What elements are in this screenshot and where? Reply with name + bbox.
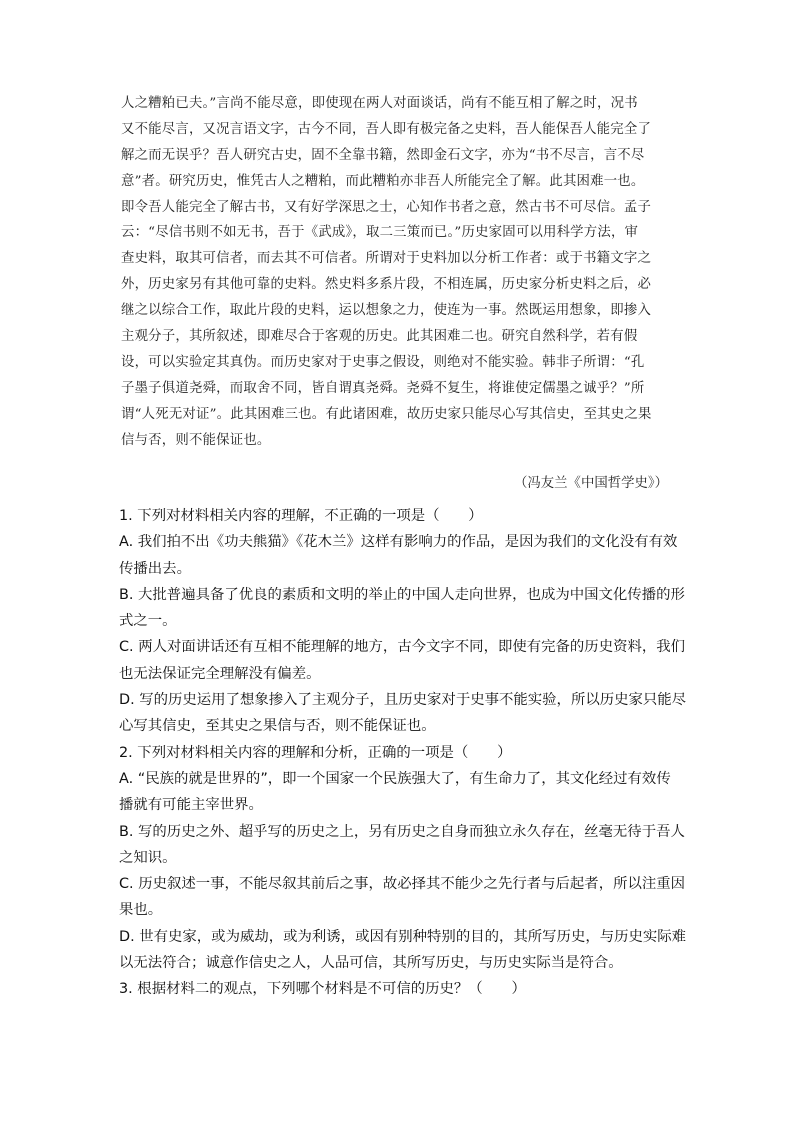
question-2-stem: 2. 下列对材料相关内容的理解和分析，正确的一项是（ ） (119, 744, 512, 761)
passage-line: 解之而无误乎？吾人研究古史，固不全靠书籍，然即金石文字，亦为“书不尽言，言不尽 (121, 147, 645, 163)
passage-line: 外，历史家另有其他可靠的史料。然史料多系片段，不相连属，历史家分析史料之后，必 (121, 277, 652, 293)
question-2-option-d: D. 世有史家，或为威劫，或为利诱，或因有别种特别的目的，其所写历史，与历史实际难 (119, 928, 687, 945)
passage-line: 意”者。研究历史，惟凭古人之糟粕，而此糟粕亦非吾人所能完全了解。此其困难一也。 (121, 173, 645, 189)
passage-line: 查史料，取其可信者，而去其不可信者。所谓对于史料加以分析工作者：或于书籍文字之 (121, 251, 652, 267)
passage-source: （冯友兰《中国哲学史》） (514, 476, 668, 491)
question-3-stem: 3. 根据材料二的观点，下列哪个材料是不可信的历史？（ ） (119, 981, 526, 998)
passage-line: 云：“尽信书则不如无书，吾于《武成》，取二三策而已。”历史家固可以用科学方法，审 (121, 225, 639, 241)
question-2-option-c: C. 历史叙述一事，不能尽叙其前后之事，故必择其不能少之先行者与后起者，所以注重因 (119, 876, 686, 893)
question-1-option-c: C. 两人对面讲话还有互相不能理解的地方，古今文字不同，即使有完备的历史资料，我们 (119, 639, 686, 656)
passage-line: 继之以综合工作，取此片段的史料，运以想象之力，使连为一事。然既运用想象，即掺入 (121, 303, 652, 319)
question-1-option-b: 式之一。 (119, 613, 177, 630)
question-1-option-c: 也无法保证完全理解没有偏差。 (119, 665, 321, 682)
question-1-option-b: B. 大批普遍具备了优良的素质和文明的举止的中国人走向世界，也成为中国文化传播的形 (119, 586, 685, 603)
question-1-option-d: 心写其信史，至其史之果信与否，则不能保证也。 (119, 718, 436, 735)
question-2-option-a: 播就有可能主宰世界。 (119, 797, 263, 814)
question-2-option-c: 果也。 (119, 902, 163, 919)
passage-line: 人之糟粕已夫。”言尚不能尽意，即使现在两人对面谈话，尚有不能互相了解之时，况书 (121, 96, 638, 111)
question-1-option-a: A. 我们拍不出《功夫熊猫》《花木兰》这样有影响力的作品，是因为我们的文化没有有效 (119, 534, 678, 551)
passage-line: 主观分子，其所叙述，即难尽合于客观的历史。此其困难二也。研究自然科学，若有假 (121, 329, 638, 345)
question-2-option-d: 以无法符合；诚意作信史之人，人品可信，其所写历史，与历史实际当是符合。 (119, 955, 623, 972)
passage-line: 设，可以实验定其真伪。而历史家对于史事之假设，则绝对不能实验。韩非子所谓：“孔 (121, 354, 645, 370)
passage-line: 又不能尽言，又况言语文字，古今不同，吾人即有极完备之史料，吾人能保吾人能完全了 (121, 121, 652, 137)
question-1-option-d: D. 写的历史运用了想象掺入了主观分子，且历史家对于史事不能实验，所以历史家只能尽 (119, 692, 687, 709)
passage-line: 即令吾人能完全了解古书，又有好学深思之士，心知作书者之意，然古书不可尽信。孟子 (121, 199, 652, 215)
question-1-stem: 1. 下列对材料相关内容的理解，不正确的一项是（ ） (119, 508, 483, 524)
question-list (119, 503, 687, 1003)
passage-text (121, 91, 667, 453)
passage-line: 子墨子俱道尧舜，而取舍不同，皆自谓真尧舜。尧舜不复生，将谁使定儒墨之诚乎？”所 (121, 380, 645, 396)
question-2-option-b: B. 写的历史之外、超乎写的历史之上，另有历史之自身而独立永久存在，丝毫无待于吾人 (119, 823, 685, 840)
question-1-option-a: 传播出去。 (119, 560, 191, 577)
question-2-option-b: 之知识。 (119, 849, 177, 866)
question-2-option-a: A. “民族的就是世界的”，即一个国家一个民族强大了，有生命力了，其文化经过有效传 (119, 770, 671, 787)
passage-line: 谓“人死无对证”。此其困难三也。有此诸困难，故历史家只能尽心写其信史，至其史之果 (121, 406, 652, 422)
passage-line: 信与否，则不能保证也。 (121, 432, 271, 448)
